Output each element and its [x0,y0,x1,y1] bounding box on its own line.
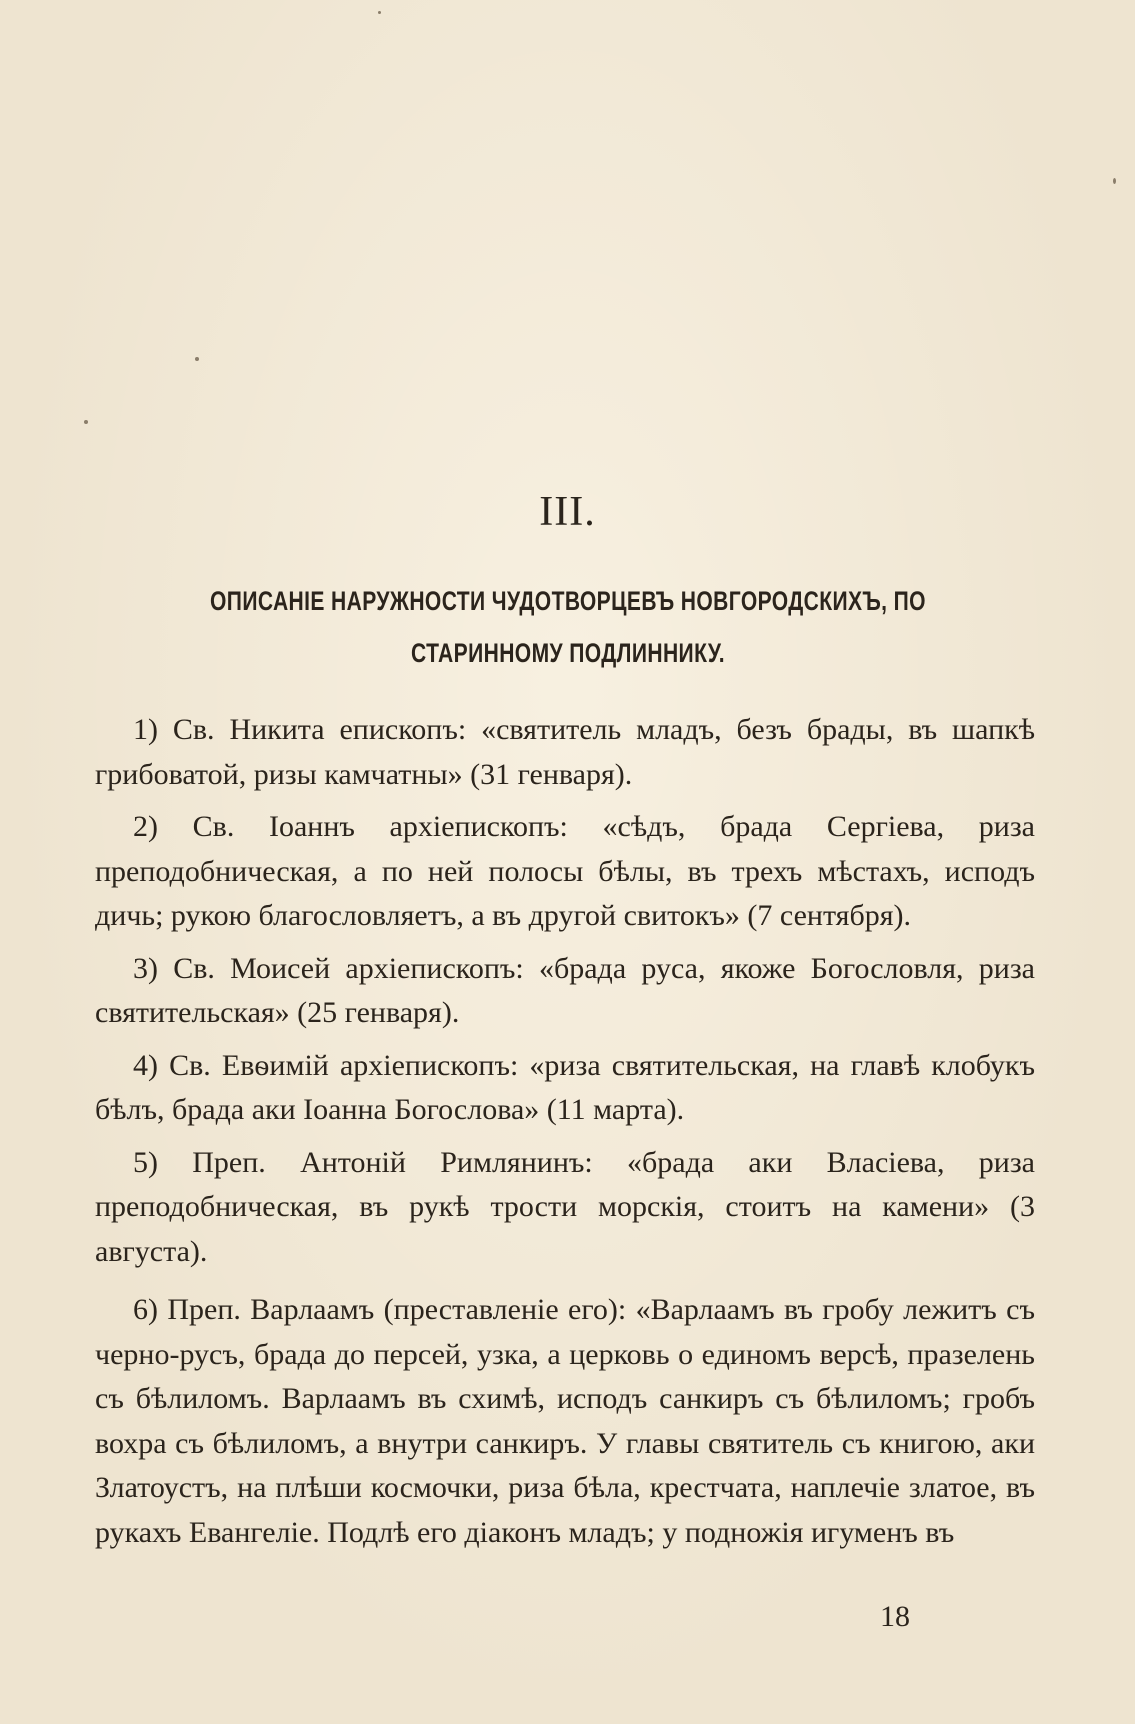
paragraph-6: 6) Преп. Варлаамъ (преставленіе его): «Варлаамъ въ гробу лежитъ съ черно-русъ, брада до персей, узка, а церковь о единомъ версѣ, празелень съ бѣлиломъ. Варлаамъ въ схимѣ, исподъ санкиръ съ бѣлиломъ; гробъ вохра съ бѣлиломъ, а внутри санкиръ. У главы святитель съ книгою, аки Златоустъ, на плѣши космочки, риза бѣла, крестчата, наплечіе златое, въ рукахъ Евангеліе. Подлѣ его діаконъ младъ; у подножія игуменъ въ [95,1293,1035,1549]
paragraph-2: 2) Св. Іоаннъ архіепископъ: «сѣдъ, брада Сергіева, риза преподобническая, а по ней полосы бѣлы, въ трехъ мѣстахъ, исподъ дичь; рукою благословляетъ, а въ другой свитокъ» (7 сентября). [95,810,1035,932]
paragraph-4: 4) Св. Евѳимій архіепископъ: «риза святительская, на главѣ клобукъ бѣлъ, брада аки Іоанна Богослова» (11 марта). [95,1048,1035,1126]
paper-speck [84,420,88,424]
paper-speck [378,11,381,14]
paragraph-5: 5) Преп. Антоній Римлянинъ: «брада аки Власіева, риза преподобническая, въ рукѣ трости морскія, стоитъ на камени» (3 августа). [95,1145,1035,1268]
reverse-side-bleed-through [110,110,1040,438]
paragraph-1: 1) Св. Никита епископъ: «святитель младъ, безъ брады, въ шапкѣ грибоватой, ризы камчатны» (31 генваря). [95,713,1035,791]
chapter-number: III. [539,489,596,535]
paper-speck [1113,178,1116,184]
paragraph-3: 3) Св. Моисей архіепископъ: «брада руса, якоже Богословля, риза святительская» (25 генваря). [95,951,1035,1029]
paper-speck [195,357,199,361]
body-text [95,708,1035,1563]
chapter-title: ОПИСАНІЕ НАРУЖНОСТИ ЧУДОТВОРЦЕВЪ НОВГОРОДСКИХЪ, ПО СТАРИННОМУ ПОДЛИННИКУ. [210,586,926,668]
page-number: 18 [880,1600,910,1633]
